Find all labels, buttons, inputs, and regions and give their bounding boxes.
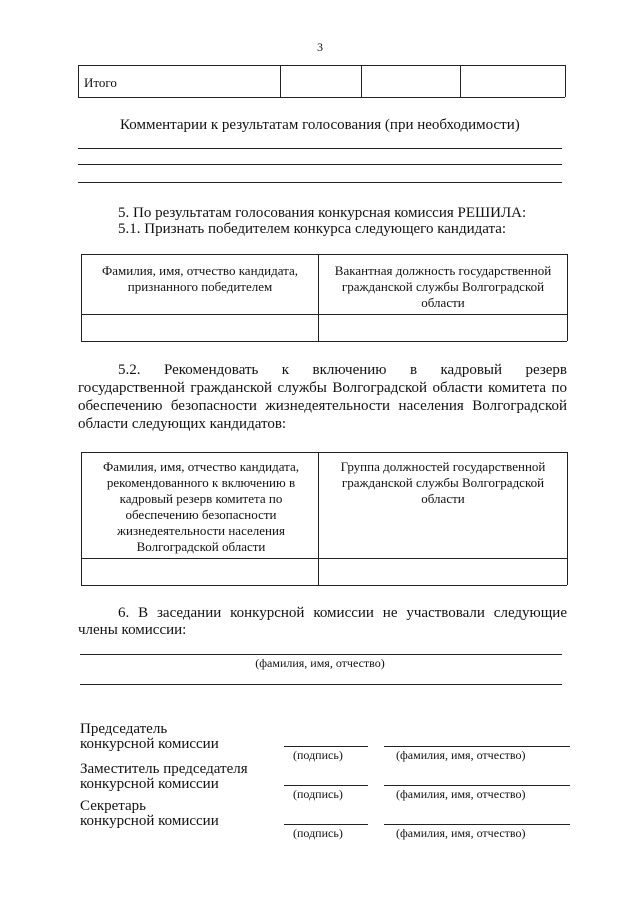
section52-line4: области следующих кандидатов: — [78, 416, 287, 432]
comment-line — [78, 148, 562, 149]
comment-line — [78, 164, 562, 165]
page-number: 3 — [317, 40, 323, 54]
section6-line2: члены комиссии: — [78, 622, 187, 638]
winner-col1-header: Фамилия, имя, отчество кандидата, признанного победителем — [101, 263, 299, 294]
reserve-col1-header: Фамилия, имя, отчество кандидата, рекомендованного к включению в кадровый резерв комитета по обеспечению безопасности жизнедеятельности населения Волгоградской области — [102, 459, 300, 554]
signature-title: конкурсной комиссии — [80, 813, 219, 829]
signature-title: конкурсной комиссии — [80, 736, 219, 752]
section52-line1: 5.2. Рекомендовать к включению в кадровый резерв — [118, 362, 567, 378]
sign-caption: (подпись) — [293, 826, 343, 840]
signature-title: Секретарь — [80, 798, 147, 814]
absent-members-caption: (фамилия, имя, отчество) — [255, 656, 385, 670]
section52-line2: государственной гражданской службы Волгоградской области комитета по — [78, 380, 567, 396]
name-caption: (фамилия, имя, отчество) — [396, 787, 526, 801]
section5-line2: 5.1. Признать победителем конкурса следующего кандидата: — [118, 221, 507, 237]
name-caption: (фамилия, имя, отчество) — [396, 748, 526, 762]
signature-title: конкурсной комиссии — [80, 776, 219, 792]
section52-line3: обеспечению безопасности жизнедеятельности населения Волгоградской — [78, 398, 567, 414]
signature-title: Председатель — [80, 721, 168, 737]
absent-members-line — [80, 654, 562, 655]
comments-heading: Комментарии к результатам голосования (при необходимости) — [120, 117, 520, 133]
total-label: Итого — [84, 75, 117, 90]
sign-caption: (подпись) — [293, 787, 343, 801]
name-caption: (фамилия, имя, отчество) — [396, 826, 526, 840]
section6-line1: 6. В заседании конкурсной комиссии не участвовали следующие — [118, 605, 567, 621]
absent-members-line — [80, 684, 562, 685]
reserve-col2-header: Группа должностей государственной гражданской службы Волгоградской области — [340, 459, 546, 506]
comment-line — [78, 182, 562, 183]
winner-col2-header: Вакантная должность государственной гражданской службы Волгоградской области — [334, 263, 552, 310]
signature-title: Заместитель председателя — [80, 761, 248, 777]
section5-line1: 5. По результатам голосования конкурсная комиссия РЕШИЛА: — [118, 205, 527, 221]
sign-caption: (подпись) — [293, 748, 343, 762]
